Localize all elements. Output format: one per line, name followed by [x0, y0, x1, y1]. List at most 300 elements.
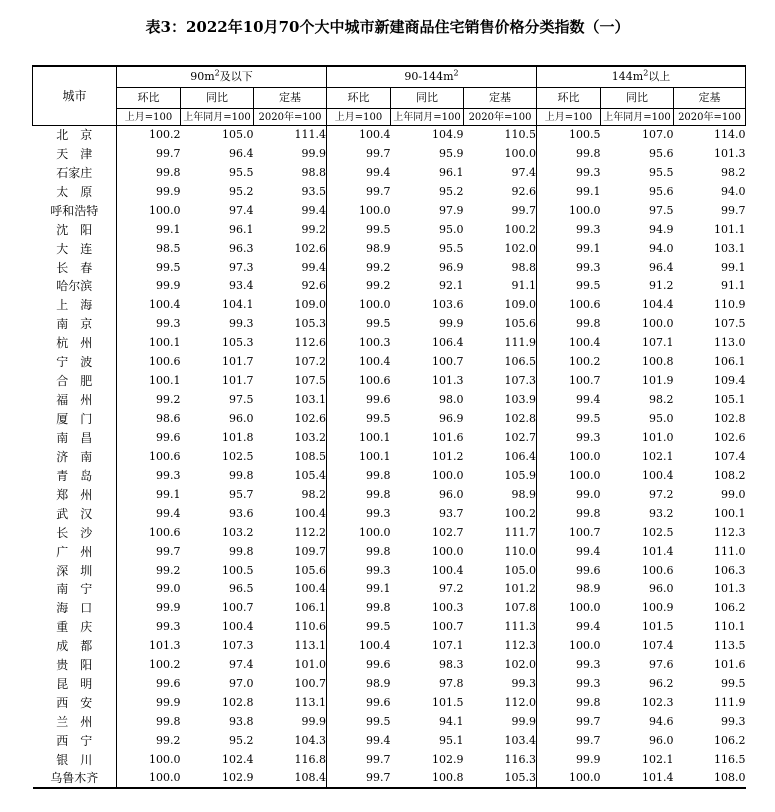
- value-cell: 114.0: [714, 128, 746, 142]
- value-cell: 100.4: [117, 296, 181, 315]
- value-cell: 99.1: [537, 182, 601, 201]
- value-cell: 101.1: [714, 222, 746, 236]
- table-row: [33, 391, 746, 410]
- table-row: [33, 542, 746, 561]
- value-cell: 101.9: [642, 374, 674, 388]
- value-cell: 100.0: [642, 317, 674, 331]
- value-cell: 98.0: [439, 393, 464, 407]
- value-cell: 93.4: [229, 279, 254, 293]
- value-cell: 111.4: [294, 128, 327, 142]
- city-cell: 太 原: [56, 184, 93, 199]
- table-row: [33, 618, 746, 637]
- table-row: [33, 561, 746, 580]
- base-header-mom: 上月=100: [537, 109, 601, 126]
- value-cell: 105.0: [222, 128, 254, 142]
- value-cell: 99.2: [327, 277, 391, 296]
- base-header-2020: 2020年=100: [674, 109, 746, 126]
- value-cell: 93.7: [439, 506, 464, 520]
- value-cell: 102.0: [504, 658, 537, 672]
- value-cell: 98.8: [511, 260, 537, 274]
- value-cell: 102.7: [432, 525, 464, 539]
- value-cell: 107.5: [294, 374, 327, 388]
- value-cell: 99.5: [327, 220, 391, 239]
- value-cell: 103.2: [222, 525, 254, 539]
- value-cell: 106.4: [432, 336, 464, 350]
- value-cell: 102.1: [642, 449, 674, 463]
- value-cell: 100.3: [432, 601, 464, 615]
- value-cell: 98.8: [301, 165, 327, 179]
- value-cell: 102.8: [222, 696, 254, 710]
- value-cell: 99.3: [537, 675, 601, 694]
- value-cell: 95.5: [229, 165, 254, 179]
- value-cell: 100.3: [327, 334, 391, 353]
- value-cell: 100.7: [432, 355, 464, 369]
- value-cell: 99.3: [537, 163, 601, 182]
- value-cell: 116.5: [714, 752, 746, 766]
- value-cell: 100.4: [294, 506, 327, 520]
- value-cell: 107.0: [642, 128, 674, 142]
- value-cell: 101.7: [222, 355, 254, 369]
- value-cell: 102.6: [294, 241, 327, 255]
- value-cell: 99.4: [537, 391, 601, 410]
- sub-header-mom: 环比: [327, 88, 391, 109]
- value-cell: 101.3: [714, 146, 746, 160]
- city-cell: 南 京: [56, 317, 93, 332]
- value-cell: 100.0: [327, 201, 391, 220]
- base-header-2020: 2020年=100: [254, 109, 327, 126]
- value-cell: 96.0: [439, 487, 464, 501]
- value-cell: 100.0: [432, 468, 464, 482]
- value-cell: 99.4: [117, 504, 181, 523]
- value-cell: 106.2: [714, 733, 746, 747]
- value-cell: 100.2: [117, 656, 181, 675]
- value-cell: 110.0: [504, 544, 537, 558]
- value-cell: 105.3: [294, 317, 327, 331]
- sub-header-yoy: 同比: [181, 88, 254, 109]
- value-cell: 100.2: [504, 506, 537, 520]
- table-row: [33, 599, 746, 618]
- value-cell: 99.3: [537, 429, 601, 448]
- city-cell: 杭 州: [56, 336, 93, 351]
- value-cell: 100.8: [391, 769, 464, 788]
- value-cell: 108.2: [714, 468, 746, 482]
- value-cell: 107.4: [714, 449, 746, 463]
- value-cell: 101.4: [601, 769, 674, 788]
- value-cell: 102.0: [504, 241, 537, 255]
- value-cell: 101.6: [714, 658, 746, 672]
- value-cell: 101.5: [432, 696, 464, 710]
- value-cell: 101.3: [117, 637, 181, 656]
- value-cell: 92.6: [301, 279, 327, 293]
- value-cell: 110.5: [504, 128, 537, 142]
- value-cell: 110.9: [714, 298, 746, 312]
- value-cell: 108.4: [254, 769, 327, 788]
- value-cell: 99.8: [229, 544, 254, 558]
- value-cell: 100.2: [537, 353, 601, 372]
- value-cell: 102.1: [642, 752, 674, 766]
- value-cell: 99.1: [327, 580, 391, 599]
- table-row: [33, 485, 746, 504]
- city-cell: 长 沙: [56, 525, 93, 540]
- value-cell: 98.2: [649, 393, 674, 407]
- value-cell: 94.0: [649, 241, 674, 255]
- value-cell: 101.8: [222, 430, 254, 444]
- table-row: [33, 523, 746, 542]
- value-cell: 99.1: [537, 239, 601, 258]
- value-cell: 98.5: [117, 239, 181, 258]
- value-cell: 100.7: [537, 372, 601, 391]
- value-cell: 92.1: [439, 279, 464, 293]
- value-cell: 93.5: [301, 184, 327, 198]
- value-cell: 99.7: [327, 144, 391, 163]
- value-cell: 100.4: [432, 563, 464, 577]
- city-cell: 福 州: [56, 393, 93, 408]
- sub-header-base: 定基: [254, 88, 327, 109]
- value-cell: 100.0: [537, 599, 601, 618]
- city-cell: 北 京: [56, 128, 93, 143]
- table-row: [33, 239, 746, 258]
- table-row: [33, 182, 746, 201]
- table-row: [33, 713, 746, 732]
- value-cell: 103.9: [504, 393, 537, 407]
- value-cell: 102.7: [504, 430, 537, 444]
- city-cell: 大 连: [56, 241, 93, 256]
- value-cell: 97.2: [649, 487, 674, 501]
- city-cell: 长 春: [56, 260, 93, 275]
- value-cell: 99.2: [117, 732, 181, 751]
- value-cell: 99.5: [327, 713, 391, 732]
- group-header-medium: $90-144m^2$: [327, 66, 537, 88]
- city-cell: 广 州: [56, 544, 93, 559]
- value-cell: 100.1: [117, 372, 181, 391]
- table-row: [33, 466, 746, 485]
- value-cell: 99.3: [537, 258, 601, 277]
- value-cell: 106.5: [504, 355, 537, 369]
- value-cell: 99.3: [327, 561, 391, 580]
- value-cell: 100.0: [117, 750, 181, 769]
- value-cell: 101.0: [294, 658, 327, 672]
- table-row: [33, 675, 746, 694]
- base-header-mom: 上月=100: [117, 109, 181, 126]
- value-cell: 111.9: [714, 696, 746, 710]
- value-cell: 98.9: [537, 580, 601, 599]
- value-cell: 95.5: [649, 165, 674, 179]
- sub-header-yoy: 同比: [601, 88, 674, 109]
- table-row: [33, 504, 746, 523]
- value-cell: 100.0: [117, 769, 181, 788]
- value-cell: 106.4: [504, 449, 537, 463]
- city-cell: 南 宁: [56, 582, 93, 597]
- value-cell: 99.9: [301, 715, 327, 729]
- city-cell: 银 川: [56, 752, 93, 767]
- sub-header-mom: 环比: [537, 88, 601, 109]
- value-cell: 100.2: [504, 222, 537, 236]
- value-cell: 99.2: [301, 222, 327, 236]
- value-cell: 113.1: [294, 696, 327, 710]
- city-cell: 石家庄: [56, 165, 93, 180]
- value-cell: 99.1: [117, 485, 181, 504]
- value-cell: 100.0: [537, 637, 601, 656]
- value-cell: 96.4: [649, 260, 674, 274]
- value-cell: 95.6: [649, 146, 674, 160]
- value-cell: 99.6: [327, 656, 391, 675]
- value-cell: 97.4: [511, 165, 537, 179]
- value-cell: 100.4: [222, 620, 254, 634]
- value-cell: 99.3: [511, 677, 537, 691]
- value-cell: 110.1: [714, 620, 746, 634]
- value-cell: 99.5: [327, 618, 391, 637]
- value-cell: 91.1: [721, 279, 746, 293]
- city-cell: 西 安: [56, 696, 93, 711]
- value-cell: 101.6: [432, 430, 464, 444]
- table-row: [33, 258, 746, 277]
- city-cell: 武 汉: [56, 506, 93, 521]
- table-title: 表3：2022年10月70个大中城市新建商品住宅销售价格分类指数（一）: [145, 18, 630, 36]
- value-cell: 100.4: [327, 353, 391, 372]
- value-cell: 110.6: [294, 620, 327, 634]
- city-cell: 海 口: [56, 601, 93, 616]
- value-cell: 109.4: [714, 374, 746, 388]
- value-cell: 99.3: [327, 504, 391, 523]
- value-cell: 99.7: [721, 203, 746, 217]
- table-row: [33, 163, 746, 182]
- price-index-table: [32, 65, 746, 789]
- value-cell: 105.0: [504, 563, 537, 577]
- value-cell: 99.3: [117, 315, 181, 334]
- city-cell: 厦 门: [56, 412, 93, 427]
- value-cell: 100.6: [117, 447, 181, 466]
- value-cell: 93.6: [229, 506, 254, 520]
- value-cell: 99.2: [117, 561, 181, 580]
- value-cell: 99.9: [117, 277, 181, 296]
- value-cell: 99.9: [511, 715, 537, 729]
- city-cell: 沈 阳: [56, 222, 93, 237]
- value-cell: 97.8: [439, 677, 464, 691]
- value-cell: 99.8: [537, 504, 601, 523]
- table-row: [33, 353, 746, 372]
- value-cell: 99.7: [327, 750, 391, 769]
- value-cell: 99.4: [537, 618, 601, 637]
- base-header-yoy: 上年同月=100: [181, 109, 254, 126]
- value-cell: 97.6: [649, 658, 674, 672]
- value-cell: 96.0: [649, 582, 674, 596]
- table-row: [33, 750, 746, 769]
- value-cell: 99.4: [301, 203, 327, 217]
- value-cell: 103.1: [294, 393, 327, 407]
- value-cell: 96.4: [229, 146, 254, 160]
- value-cell: 92.6: [511, 184, 537, 198]
- value-cell: 96.3: [229, 241, 254, 255]
- value-cell: 103.4: [504, 733, 537, 747]
- value-cell: 106.2: [714, 601, 746, 615]
- city-cell: 南 昌: [56, 430, 93, 445]
- value-cell: 95.5: [439, 241, 464, 255]
- group-header-large: $144m^2$以上: [537, 66, 746, 88]
- value-cell: 99.4: [327, 163, 391, 182]
- value-cell: 103.1: [714, 241, 746, 255]
- value-cell: 99.4: [327, 732, 391, 751]
- value-cell: 112.6: [294, 336, 327, 350]
- value-cell: 100.6: [117, 353, 181, 372]
- city-cell: 重 庆: [56, 620, 93, 635]
- value-cell: 100.9: [642, 601, 674, 615]
- base-header-yoy: 上年同月=100: [391, 109, 464, 126]
- table-row: [33, 732, 746, 751]
- table-row: [33, 429, 746, 448]
- value-cell: 98.3: [439, 658, 464, 672]
- value-cell: 99.7: [537, 713, 601, 732]
- value-cell: 98.2: [301, 487, 327, 501]
- group-header-small: $90m^2$及以下: [117, 66, 327, 88]
- value-cell: 99.5: [721, 677, 746, 691]
- sub-header-base: 定基: [674, 88, 746, 109]
- city-cell: 贵 阳: [56, 658, 93, 673]
- city-cell: 青 岛: [56, 468, 93, 483]
- value-cell: 99.6: [327, 391, 391, 410]
- value-cell: 103.2: [294, 430, 327, 444]
- value-cell: 97.3: [229, 260, 254, 274]
- value-cell: 99.3: [537, 220, 601, 239]
- table-row: [33, 637, 746, 656]
- value-cell: 99.2: [117, 391, 181, 410]
- value-cell: 100.4: [327, 126, 391, 145]
- value-cell: 99.8: [327, 542, 391, 561]
- table-row: [33, 296, 746, 315]
- value-cell: 98.9: [327, 239, 391, 258]
- table-row: [33, 694, 746, 713]
- city-cell: 宁 波: [56, 355, 93, 370]
- value-cell: 97.4: [229, 658, 254, 672]
- table-row: [33, 372, 746, 391]
- city-cell: 哈尔滨: [56, 279, 93, 294]
- value-cell: 93.8: [229, 715, 254, 729]
- value-cell: 95.0: [439, 222, 464, 236]
- value-cell: 98.6: [117, 410, 181, 429]
- value-cell: 99.8: [327, 466, 391, 485]
- value-cell: 91.2: [649, 279, 674, 293]
- value-cell: 100.7: [432, 620, 464, 634]
- value-cell: 112.2: [294, 525, 327, 539]
- value-cell: 99.9: [117, 694, 181, 713]
- value-cell: 105.4: [294, 468, 327, 482]
- value-cell: 100.7: [294, 677, 327, 691]
- value-cell: 102.8: [504, 412, 537, 426]
- value-cell: 107.1: [432, 639, 464, 653]
- value-cell: 99.5: [117, 258, 181, 277]
- city-cell: 深 圳: [56, 563, 93, 578]
- value-cell: 102.6: [714, 430, 746, 444]
- value-cell: 101.5: [642, 620, 674, 634]
- base-header-mom: 上月=100: [327, 109, 391, 126]
- value-cell: 99.6: [117, 429, 181, 448]
- value-cell: 99.9: [439, 317, 464, 331]
- value-cell: 96.0: [649, 733, 674, 747]
- value-cell: 95.2: [229, 184, 254, 198]
- value-cell: 97.2: [439, 582, 464, 596]
- value-cell: 107.3: [504, 374, 537, 388]
- value-cell: 96.2: [649, 677, 674, 691]
- table-body: [33, 126, 746, 789]
- value-cell: 112.0: [504, 696, 537, 710]
- value-cell: 99.5: [537, 277, 601, 296]
- value-cell: 99.7: [117, 542, 181, 561]
- value-cell: 98.9: [327, 675, 391, 694]
- value-cell: 106.1: [294, 601, 327, 615]
- value-cell: 100.2: [117, 126, 181, 145]
- value-cell: 102.5: [642, 525, 674, 539]
- value-cell: 101.0: [642, 430, 674, 444]
- value-cell: 100.0: [537, 769, 601, 788]
- value-cell: 95.0: [649, 412, 674, 426]
- value-cell: 96.5: [229, 582, 254, 596]
- value-cell: 99.0: [117, 580, 181, 599]
- value-cell: 100.0: [537, 466, 601, 485]
- city-cell: 呼和浩特: [50, 203, 99, 218]
- value-cell: 101.3: [714, 582, 746, 596]
- value-cell: 105.3: [222, 336, 254, 350]
- base-header-yoy: 上年同月=100: [601, 109, 674, 126]
- base-header-2020: 2020年=100: [464, 109, 537, 126]
- table-row: [33, 447, 746, 466]
- value-cell: 100.1: [327, 447, 391, 466]
- value-cell: 99.8: [117, 713, 181, 732]
- table-row: [33, 769, 746, 788]
- value-cell: 104.1: [222, 298, 254, 312]
- value-cell: 102.9: [181, 769, 254, 788]
- value-cell: 107.4: [642, 639, 674, 653]
- value-cell: 99.9: [117, 599, 181, 618]
- value-cell: 102.8: [714, 412, 746, 426]
- value-cell: 91.1: [511, 279, 537, 293]
- value-cell: 100.0: [117, 201, 181, 220]
- value-cell: 97.5: [229, 393, 254, 407]
- city-cell: 郑 州: [56, 487, 93, 502]
- value-cell: 100.0: [537, 201, 601, 220]
- value-cell: 102.5: [222, 449, 254, 463]
- value-cell: 100.5: [222, 563, 254, 577]
- value-cell: 102.6: [294, 412, 327, 426]
- city-cell: 乌鲁木齐: [33, 769, 117, 788]
- value-cell: 101.3: [432, 374, 464, 388]
- value-cell: 100.6: [642, 563, 674, 577]
- value-cell: 99.6: [117, 675, 181, 694]
- value-cell: 106.3: [714, 563, 746, 577]
- value-cell: 105.6: [294, 563, 327, 577]
- value-cell: 104.9: [432, 128, 464, 142]
- value-cell: 108.5: [294, 449, 327, 463]
- value-cell: 100.1: [117, 334, 181, 353]
- value-cell: 100.1: [714, 506, 746, 520]
- value-cell: 99.8: [327, 599, 391, 618]
- value-cell: 97.4: [229, 203, 254, 217]
- value-cell: 99.9: [301, 146, 327, 160]
- city-cell: 济 南: [56, 449, 93, 464]
- value-cell: 102.9: [432, 752, 464, 766]
- city-cell: 成 都: [56, 639, 93, 654]
- value-cell: 95.6: [649, 184, 674, 198]
- table-row: [33, 144, 746, 163]
- value-cell: 99.1: [721, 260, 746, 274]
- value-cell: 95.1: [439, 733, 464, 747]
- value-cell: 99.3: [229, 317, 254, 331]
- value-cell: 96.9: [439, 412, 464, 426]
- table-row: [33, 334, 746, 353]
- value-cell: 100.6: [117, 523, 181, 542]
- value-cell: 99.9: [537, 750, 601, 769]
- sub-header-yoy: 同比: [391, 88, 464, 109]
- value-cell: 99.0: [721, 487, 746, 501]
- value-cell: 100.4: [537, 334, 601, 353]
